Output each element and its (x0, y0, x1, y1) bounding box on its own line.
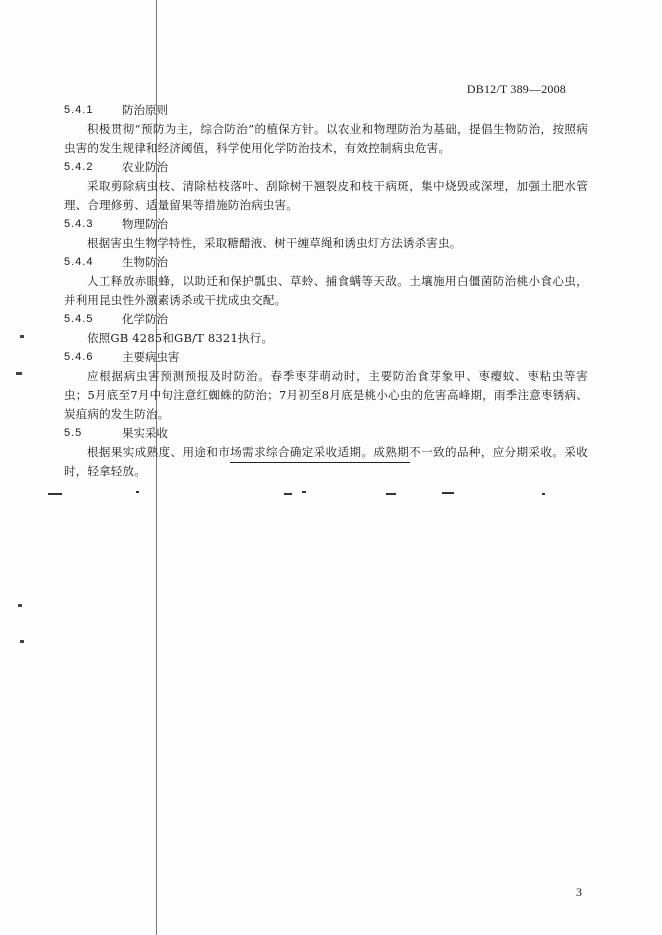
section-title: 化学防治 (122, 312, 168, 326)
section-title: 生物防治 (122, 255, 168, 269)
section-title: 物理防治 (122, 217, 168, 231)
page-number: 3 (576, 885, 582, 899)
section-heading (64, 101, 588, 120)
section-number: 5.4.4 (64, 256, 94, 268)
end-of-text-rule (230, 462, 410, 463)
section-heading (64, 158, 588, 177)
scan-speck (542, 493, 545, 495)
section-number: 5.4.3 (64, 218, 94, 230)
standard-code: DB12/T 389—2008 (466, 82, 566, 96)
scan-speck (136, 491, 139, 493)
section-title: 农业防治 (122, 160, 168, 174)
scan-speck (284, 493, 292, 495)
section-heading (64, 348, 588, 367)
scan-speck (18, 604, 22, 607)
section-title: 果实采收 (122, 426, 168, 440)
section-paragraph: 根据害虫生物学特性，采取糖醋液、树干缠草绳和诱虫灯方法诱杀害虫。 (87, 236, 462, 250)
section-title: 防治原则 (122, 103, 168, 117)
section-number: 5.4.5 (64, 313, 94, 325)
section-number: 5.5 (64, 427, 83, 439)
section-paragraph: 依照GB 4285和GB/T 8321执行。 (87, 331, 274, 345)
scan-speck (442, 492, 454, 494)
scan-speck (16, 372, 22, 375)
section-number: 5.4.2 (64, 161, 94, 173)
section-paragraph: 根据果实成熟度、用途和市场需求综合确定采收适期。成熟期不一致的品种，应分期采收。采收时，轻拿轻放。 (64, 445, 588, 478)
section-number: 5.4.1 (64, 104, 94, 116)
section-heading (64, 310, 588, 329)
section-paragraph: 采取剪除病虫枝、清除枯枝落叶、刮除树干翘裂皮和枝干病斑，集中烧毁或深埋，加强土肥水管理、合理修剪、适量留果等措施防治病虫害。 (64, 179, 588, 212)
scan-noise-row (40, 490, 600, 498)
section-title: 主要病虫害 (122, 350, 180, 364)
section-number: 5.4.6 (64, 351, 94, 363)
scan-speck (20, 335, 24, 338)
document-body (64, 101, 588, 481)
section-heading (64, 424, 588, 443)
section-heading (64, 215, 588, 234)
scan-speck (302, 491, 306, 493)
scan-speck (48, 493, 62, 495)
section-paragraph: 人工释放赤眼蜂，以助迁和保护瓢虫、草蛉、捕食螨等天敌。土壤施用白僵菌防治桃小食心虫，并利用昆虫性外激素诱杀或干扰成虫交配。 (64, 274, 588, 307)
scan-speck (20, 640, 24, 643)
section-paragraph: 积极贯彻“预防为主，综合防治”的植保方针。以农业和物理防治为基础，提倡生物防治，按照病虫害的发生规律和经济阈值，科学使用化学防治技术，有效控制病虫危害。 (64, 122, 588, 155)
section-paragraph: 应根据病虫害预测预报及时防治。春季枣芽萌动时，主要防治食芽象甲、枣瘿蚊、枣粘虫等害虫；5月底至7月中旬注意红蜘蛛的防治；7月初至8月底是桃小心虫的危害高峰期，雨季注意枣锈病、炭疽病的发生防治。 (64, 369, 588, 421)
section-heading (64, 253, 588, 272)
scan-speck (386, 493, 396, 495)
